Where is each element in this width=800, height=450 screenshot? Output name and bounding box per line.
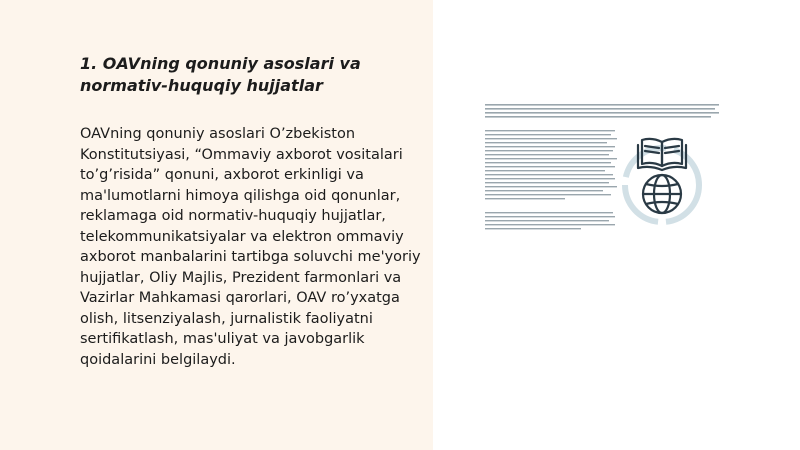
slide-title: 1. OAVning qonuniy asoslari va normativ-huquqiy hujjatlar	[80, 54, 361, 95]
globe-icon	[643, 175, 681, 213]
slide-body-text: OAVning qonuniy asoslari O’zbekiston Konstitutsiyasi, “Ommaviy axborot vositalari to’g’risida” qonuni, axborot erkinligi va ma'lumotlarni himoya qilishga oid qonunlar, reklamaga oid normativ-huquqiy hujjatlar, telekommunikatsiyalar va elektron ommaviy axborot manbalarini tartibga soluvchi me'yoriy hujjatlar, Oliy Majlis, Prezident farmonlari va Vazirlar Mahkamasi qarorlari, OAV ro’yxatga olish, litsenziyalash, jurnalistik faoliyatni sertifikatlash, mas'uliyat va javobgarlik qoidalarini belgilaydi.	[80, 126, 421, 368]
law-illustration	[480, 100, 724, 235]
